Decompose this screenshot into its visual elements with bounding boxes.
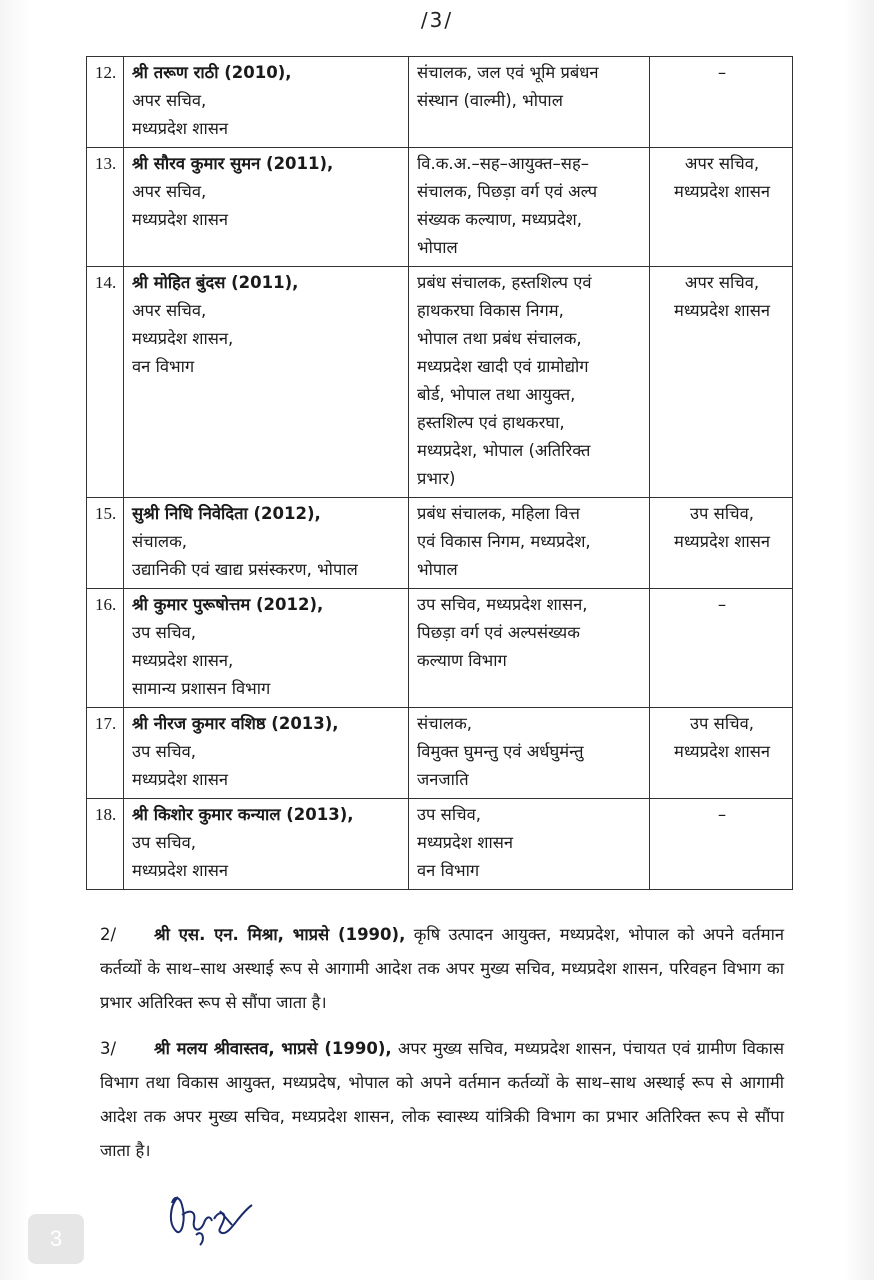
officer-designation-line: वन विभाग [132,357,195,376]
paragraph-3-officer: श्री मलय श्रीवास्तव, भाप्रसे (1990), [154,1039,392,1058]
new-posting-line: मध्यप्रदेश, भोपाल (अतिरिक्त [417,441,591,460]
officer-designation-line: मध्यप्रदेश शासन, [132,651,234,670]
postings-table [86,56,793,890]
officer-designation-line: मध्यप्रदेश शासन [132,770,229,789]
new-posting-line: कल्याण विभाग [417,651,507,670]
additional-charge-line: मध्यप्रदेश शासन [673,301,771,320]
officer-designation-line: सामान्य प्रशासन विभाग [132,679,271,698]
additional-charge-line: अपर सचिव, [684,273,760,292]
signature-image [160,1175,270,1255]
new-posting-line: बोर्ड, भोपाल तथा आयुक्त, [417,385,576,404]
additional-charge-cell [650,799,793,890]
serial-number: 15. [87,498,124,589]
table-row [87,498,793,589]
paragraph-2-officer: श्री एस. एन. मिश्रा, भाप्रसे (1990), [154,925,406,944]
additional-charge-line: – [717,595,727,614]
new-posting-line: भोपाल तथा प्रबंध संचालक, [417,329,582,348]
new-posting-line: संचालक, जल एवं भूमि प्रबंधन [417,63,599,82]
new-posting-cell [409,148,650,267]
additional-charge-cell [650,708,793,799]
page-count-badge: 3 [28,1214,84,1264]
new-posting-line: भोपाल [417,560,458,579]
table-row [87,589,793,708]
new-posting-line: मध्यप्रदेश शासन [417,833,514,852]
officer-designation-line: उप सचिव, [132,623,196,642]
officer-cell [124,57,409,148]
officer-name: सुश्री निधि निवेदिता (2012), [132,504,321,523]
new-posting-line: संचालक, पिछड़ा वर्ग एवं अल्प [417,182,598,201]
paragraph-3 [100,1032,784,1168]
additional-charge-line: अपर सचिव, [684,154,760,173]
officer-cell [124,267,409,498]
paragraph-2-text: कृषि उत्पादन आयुक्त, मध्यप्रदेश, भोपाल को अपने वर्तमान कर्तव्यों के साथ–साथ अस्थाई रूप से आगामी आदेश तक अपर मुख्य सचिव, मध्यप्रदेश शासन, परिवहन विभाग का प्रभार अतिरिक्त रूप से सौंपा जाता है। [100,925,785,1012]
paragraph-2-number: 2/ [100,925,117,944]
officer-designation-line: उप सचिव, [132,742,196,761]
officer-cell [124,498,409,589]
new-posting-line: संस्थान (वाल्मी), भोपाल [417,91,563,110]
paragraph-3-number: 3/ [100,1039,117,1058]
serial-number: 17. [87,708,124,799]
officer-name: श्री तरूण राठी (2010), [132,63,292,82]
additional-charge-line: उप सचिव, [690,714,754,733]
additional-charge-line: – [717,63,727,82]
officer-name: श्री कुमार पुरूषोत्तम (2012), [132,595,324,614]
new-posting-line: संचालक, [417,714,473,733]
officer-designation-line: मध्यप्रदेश शासन [132,119,229,138]
officer-designation-line: मध्यप्रदेश शासन [132,210,229,229]
serial-number: 16. [87,589,124,708]
officer-name: श्री मोहित बुंदस (2011), [132,273,299,292]
table-row [87,57,793,148]
new-posting-line: वि.क.अ.–सह–आयुक्त–सह– [417,154,589,173]
new-posting-line: एवं विकास निगम, मध्यप्रदेश, [417,532,591,551]
new-posting-cell [409,57,650,148]
new-posting-line: भोपाल [417,238,458,257]
new-posting-line: प्रभार) [417,469,456,488]
serial-number: 12. [87,57,124,148]
officer-name: श्री किशोर कुमार कन्याल (2013), [132,805,354,824]
new-posting-line: हस्तशिल्प एवं हाथकरघा, [417,413,565,432]
new-posting-cell [409,267,650,498]
officer-designation-line: अपर सचिव, [132,301,207,320]
additional-charge-cell [650,589,793,708]
table-row [87,708,793,799]
officer-name: श्री सौरव कुमार सुमन (2011), [132,154,334,173]
serial-number: 14. [87,267,124,498]
officer-name: श्री नीरज कुमार वशिष्ठ (2013), [132,714,339,733]
new-posting-line: विमुक्त घुमन्तु एवं अर्धघुमंन्तु [417,742,584,761]
new-posting-line: जनजाति [417,770,469,789]
officer-cell [124,799,409,890]
officer-designation-line: अपर सचिव, [132,91,207,110]
new-posting-line: संख्यक कल्याण, मध्यप्रदेश, [417,210,583,229]
table-row [87,148,793,267]
officer-designation-line: मध्यप्रदेश शासन, [132,329,234,348]
serial-number: 13. [87,148,124,267]
officer-designation-line: मध्यप्रदेश शासन [132,861,229,880]
new-posting-cell [409,799,650,890]
table-row [87,799,793,890]
additional-charge-cell [650,57,793,148]
table-row [87,267,793,498]
postings-table-body [87,57,793,890]
officer-designation-line: उप सचिव, [132,833,196,852]
officer-designation-line: अपर सचिव, [132,182,207,201]
new-posting-cell [409,708,650,799]
paragraph-2 [100,918,784,1020]
new-posting-line: उप सचिव, [417,805,481,824]
officer-cell [124,708,409,799]
additional-charge-line: मध्यप्रदेश शासन [673,742,771,761]
new-posting-line: वन विभाग [417,861,480,880]
additional-charge-cell [650,148,793,267]
new-posting-line: प्रबंध संचालक, महिला वित्त [417,504,580,523]
additional-charge-line: – [717,805,727,824]
paragraph-3-text: अपर मुख्य सचिव, मध्यप्रदेश शासन, पंचायत एवं ग्रामीण विकास विभाग तथा विकास आयुक्त, मध्यप्रदेष, भोपाल को अपने वर्तमान कर्तव्यों के साथ–साथ अस्थाई रूप से आगामी आदेश तक अपर मुख्य सचिव, मध्यप्रदेश शासन, लोक स्वास्थ्य यांत्रिकी विभाग का प्रभार अतिरिक्त रूप से सौंपा जाता है। [100,1039,784,1160]
page-number: /3/ [420,8,454,32]
additional-charge-line: मध्यप्रदेश शासन [673,532,771,551]
officer-cell [124,148,409,267]
new-posting-line: हाथकरघा विकास निगम, [417,301,564,320]
officer-cell [124,589,409,708]
new-posting-line: प्रबंध संचालक, हस्तशिल्प एवं [417,273,592,292]
new-posting-cell [409,498,650,589]
additional-charge-cell [650,498,793,589]
new-posting-line: उप सचिव, मध्यप्रदेश शासन, [417,595,588,614]
officer-designation-line: संचालक, [132,532,188,551]
new-posting-line: पिछड़ा वर्ग एवं अल्पसंख्यक [417,623,580,642]
additional-charge-line: उप सचिव, [690,504,754,523]
serial-number: 18. [87,799,124,890]
new-posting-line: मध्यप्रदेश खादी एवं ग्रामोद्योग [417,357,589,376]
officer-designation-line: उद्यानिकी एवं खाद्य प्रसंस्करण, भोपाल [132,560,358,579]
additional-charge-line: मध्यप्रदेश शासन [673,182,771,201]
additional-charge-cell [650,267,793,498]
new-posting-cell [409,589,650,708]
